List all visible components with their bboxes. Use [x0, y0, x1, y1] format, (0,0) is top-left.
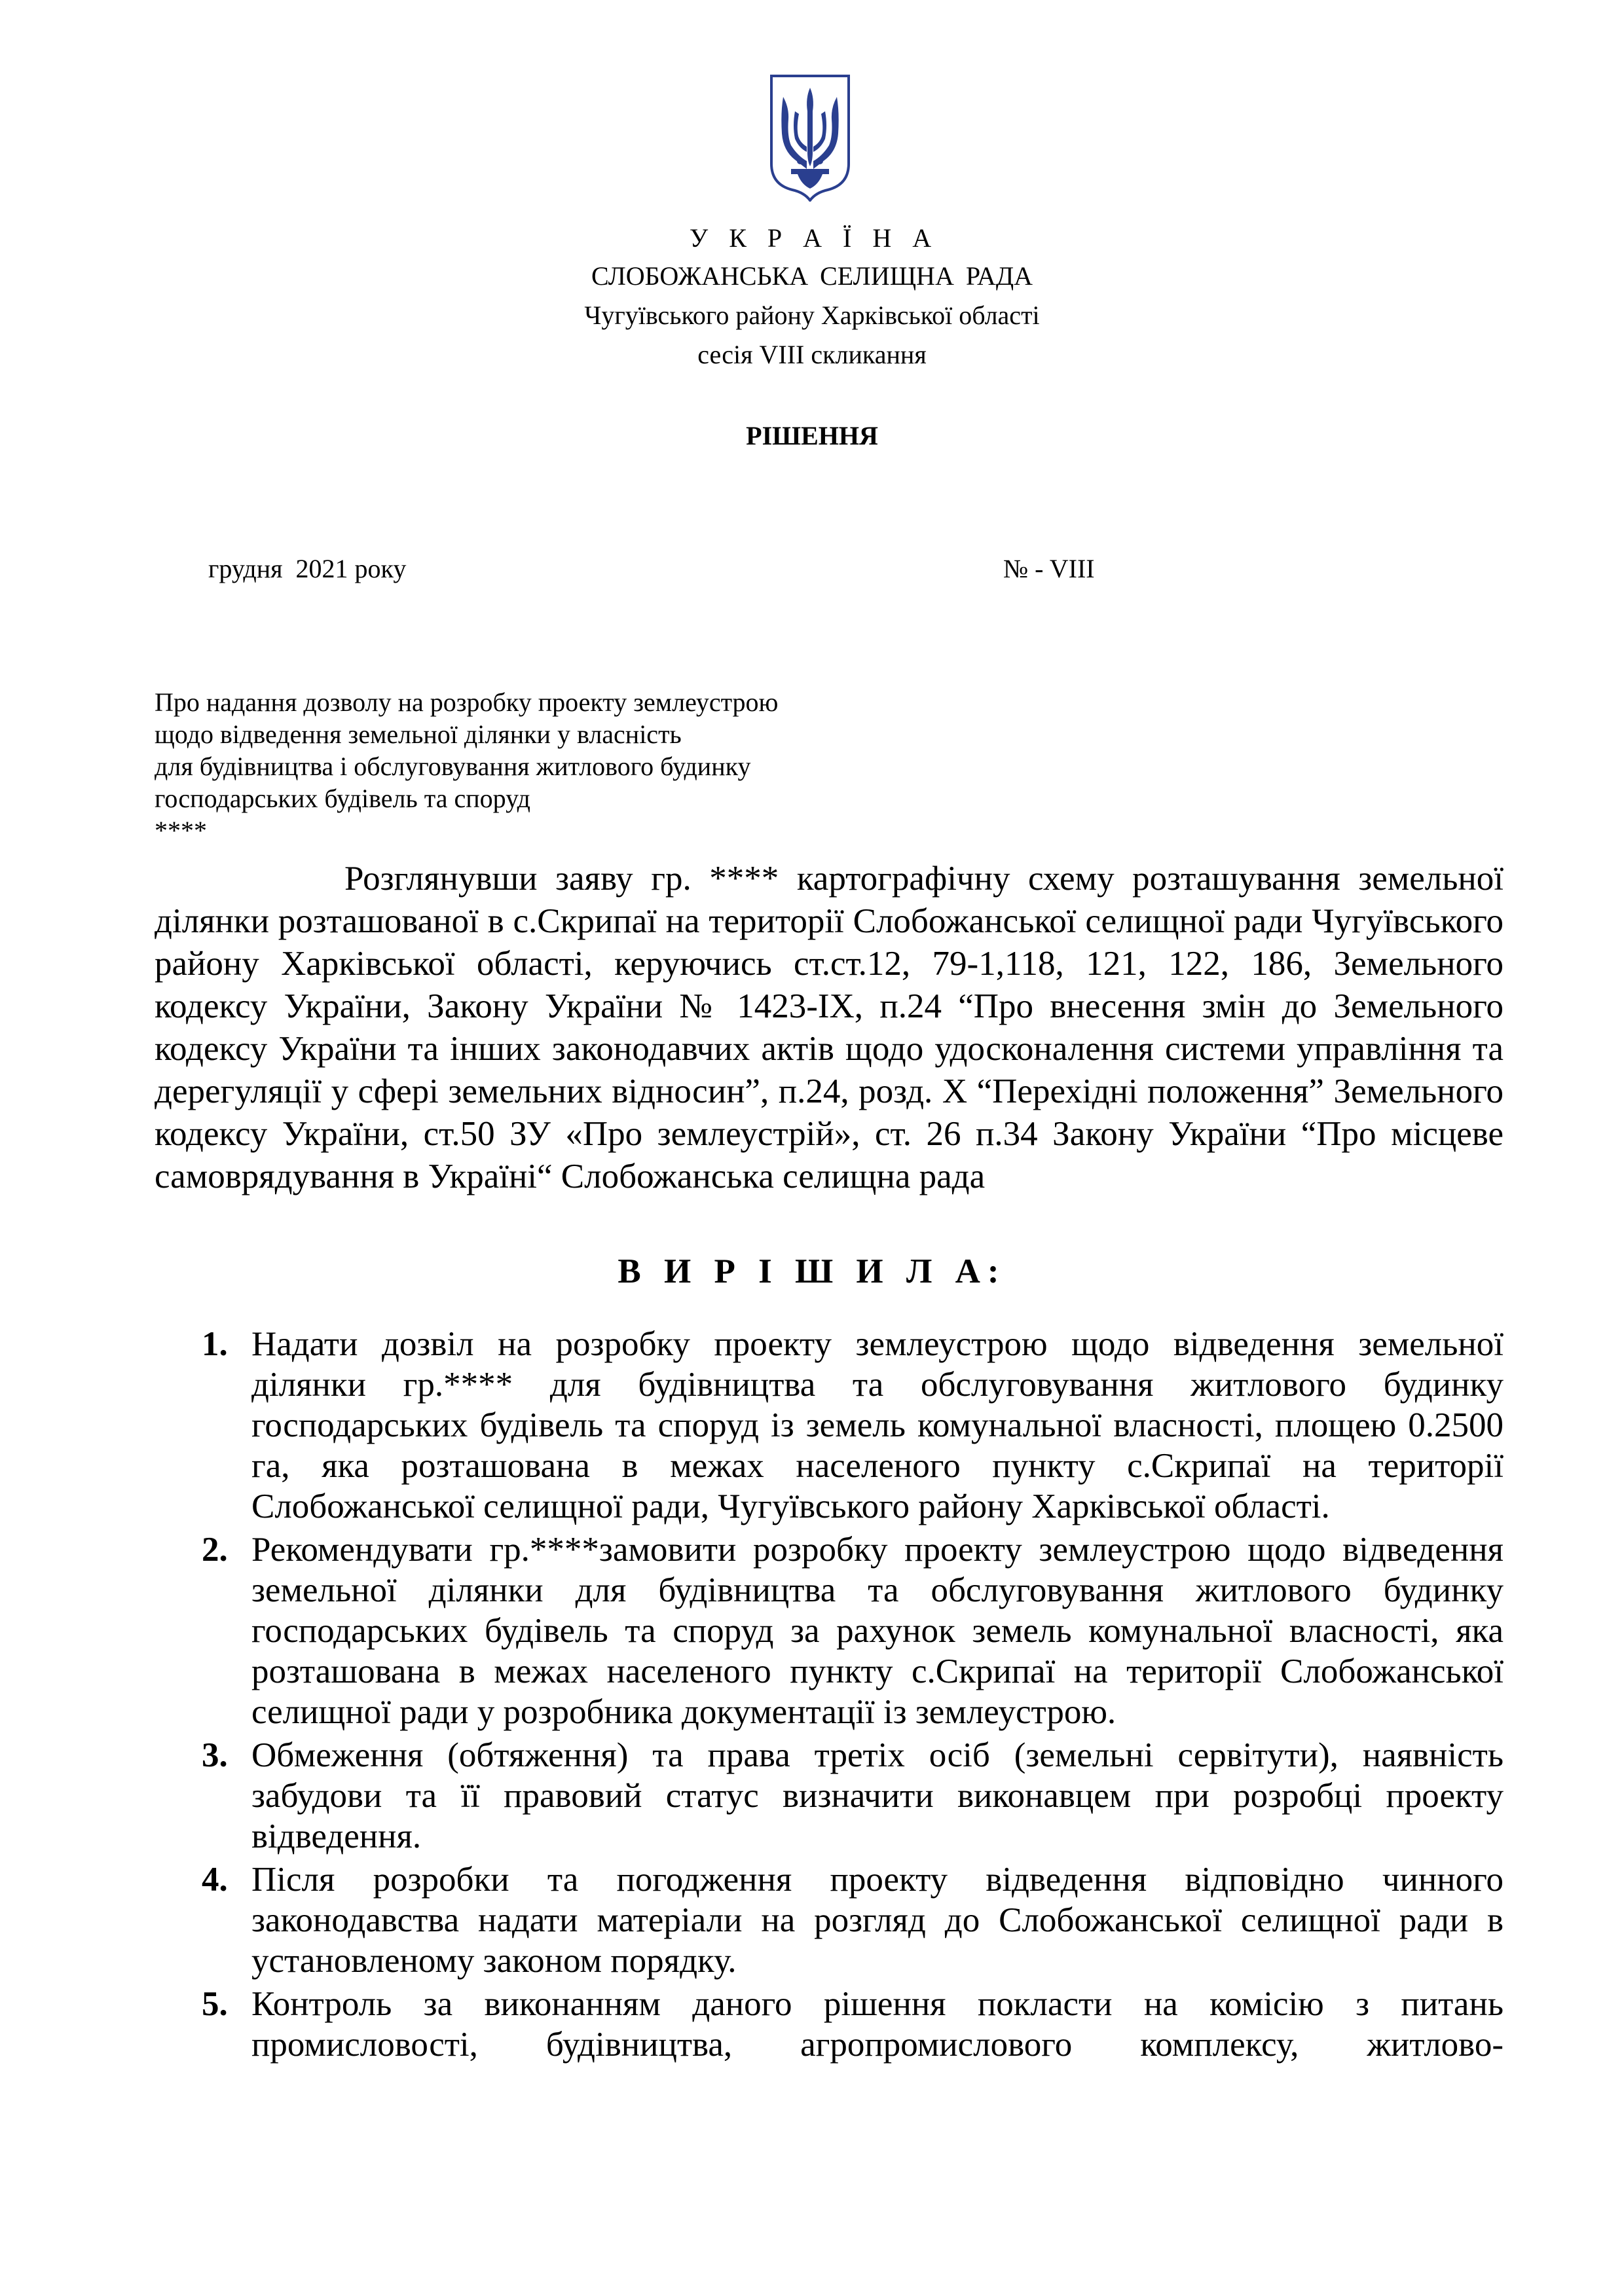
decision-number: 2.: [202, 1531, 228, 1569]
header-country: У К Р А Ї Н А: [689, 223, 939, 253]
decision-item: [155, 1859, 1504, 1981]
decision-item: [155, 1984, 1504, 2065]
decision-number: 3.: [202, 1736, 228, 1774]
subject-line: для будівництва і обслуговування житлового будинку: [155, 752, 751, 781]
decision-number: 5.: [202, 1985, 228, 2023]
header-session: сесія VIII скликання: [697, 340, 927, 369]
document-title: РІШЕННЯ: [746, 421, 878, 450]
decision-number: 4.: [202, 1861, 228, 1899]
decision-heading: В И Р І Ш И Л А:: [618, 1252, 1006, 1290]
decision-text: Надати дозвіл на розробку проекту землеустрою щодо відведення земельної ділянки гр.**** для будівництва та обслуговування житлового будинку господарських будівель та споруд із земель комунальної власності, площею 0.2500 га, яка розташована в межах населеного пункту с.Скрипаї на території Слобожанської селищної ради, Чугуївського району Харківської області.: [251, 1325, 1504, 1525]
decision-text: Після розробки та погодження проекту відведення відповідно чинного законодавства надати матеріали на розгляд до Слобожанської селищної ради в установленому законом порядку.: [251, 1861, 1504, 1980]
decision-item: [155, 1324, 1504, 1527]
subject-line: господарських будівель та споруд: [155, 784, 530, 813]
header-council-name: СЛОБОЖАНСЬКА СЕЛИЩНА РАДА: [591, 261, 1033, 291]
decision-text: Обмеження (обтяження) та права третіх осіб (земельні сервітути), наявність забудови та її правовий статус визначити виконавцем при розробці проекту відведення.: [251, 1736, 1504, 1855]
document-subject: [155, 686, 940, 847]
decision-number: 1.: [202, 1325, 228, 1363]
document-date: грудня 2021 року: [208, 554, 407, 583]
subject-line: ****: [155, 816, 207, 845]
decision-list: [155, 1324, 1504, 2068]
subject-line: щодо відведення земельної ділянки у власність: [155, 720, 682, 749]
subject-line: Про надання дозволу на розробку проекту землеустрою: [155, 687, 779, 717]
decision-text: Рекомендувати гр.****замовити розробку проекту землеустрою щодо відведення земельної ділянки для будівництва та обслуговування житлового будинку господарських будівель та споруд за рахунок земель комунальної власності, яка розташована в межах населеного пункту с.Скрипаї на території Слобожанської селищної ради у розробника документації із землеустрою.: [251, 1531, 1504, 1731]
coat-of-arms-of-ukraine-icon: [769, 73, 851, 202]
document-number: № - VIII: [1003, 554, 1095, 583]
decision-item: [155, 1735, 1504, 1857]
decision-text: Контроль за виконанням даного рішення покласти на комісію з питань промисловості, будівництва, агропромислового комплексу, житлово-: [251, 1985, 1504, 2064]
decision-item: [155, 1529, 1504, 1732]
header-region: Чугуївського району Харківської області: [584, 301, 1040, 330]
preamble-paragraph: Розглянувши заяву гр. **** картографічну схему розташування земельної ділянки розташованої в с.Скрипаї на території Слобожанської селищної ради Чугуївського району Харківської області, керуючись ст.ст.12, 79-1,118, 121, 122, 186, Земельного кодексу України, Закону України № 1423-IX, п.24 “Про внесення змін до Земельного кодексу України та інших законодавчих актів щодо удосконалення системи управління та дерегуляції у сфері земельних відносин”, п.24, розд. Х “Перехідні положення” Земельного кодексу України, ст.50 ЗУ «Про землеустрій», ст. 26 п.34 Закону України “Про місцеве самоврядування в Україні“ Слобожанська селищна рада: [155, 860, 1504, 1195]
